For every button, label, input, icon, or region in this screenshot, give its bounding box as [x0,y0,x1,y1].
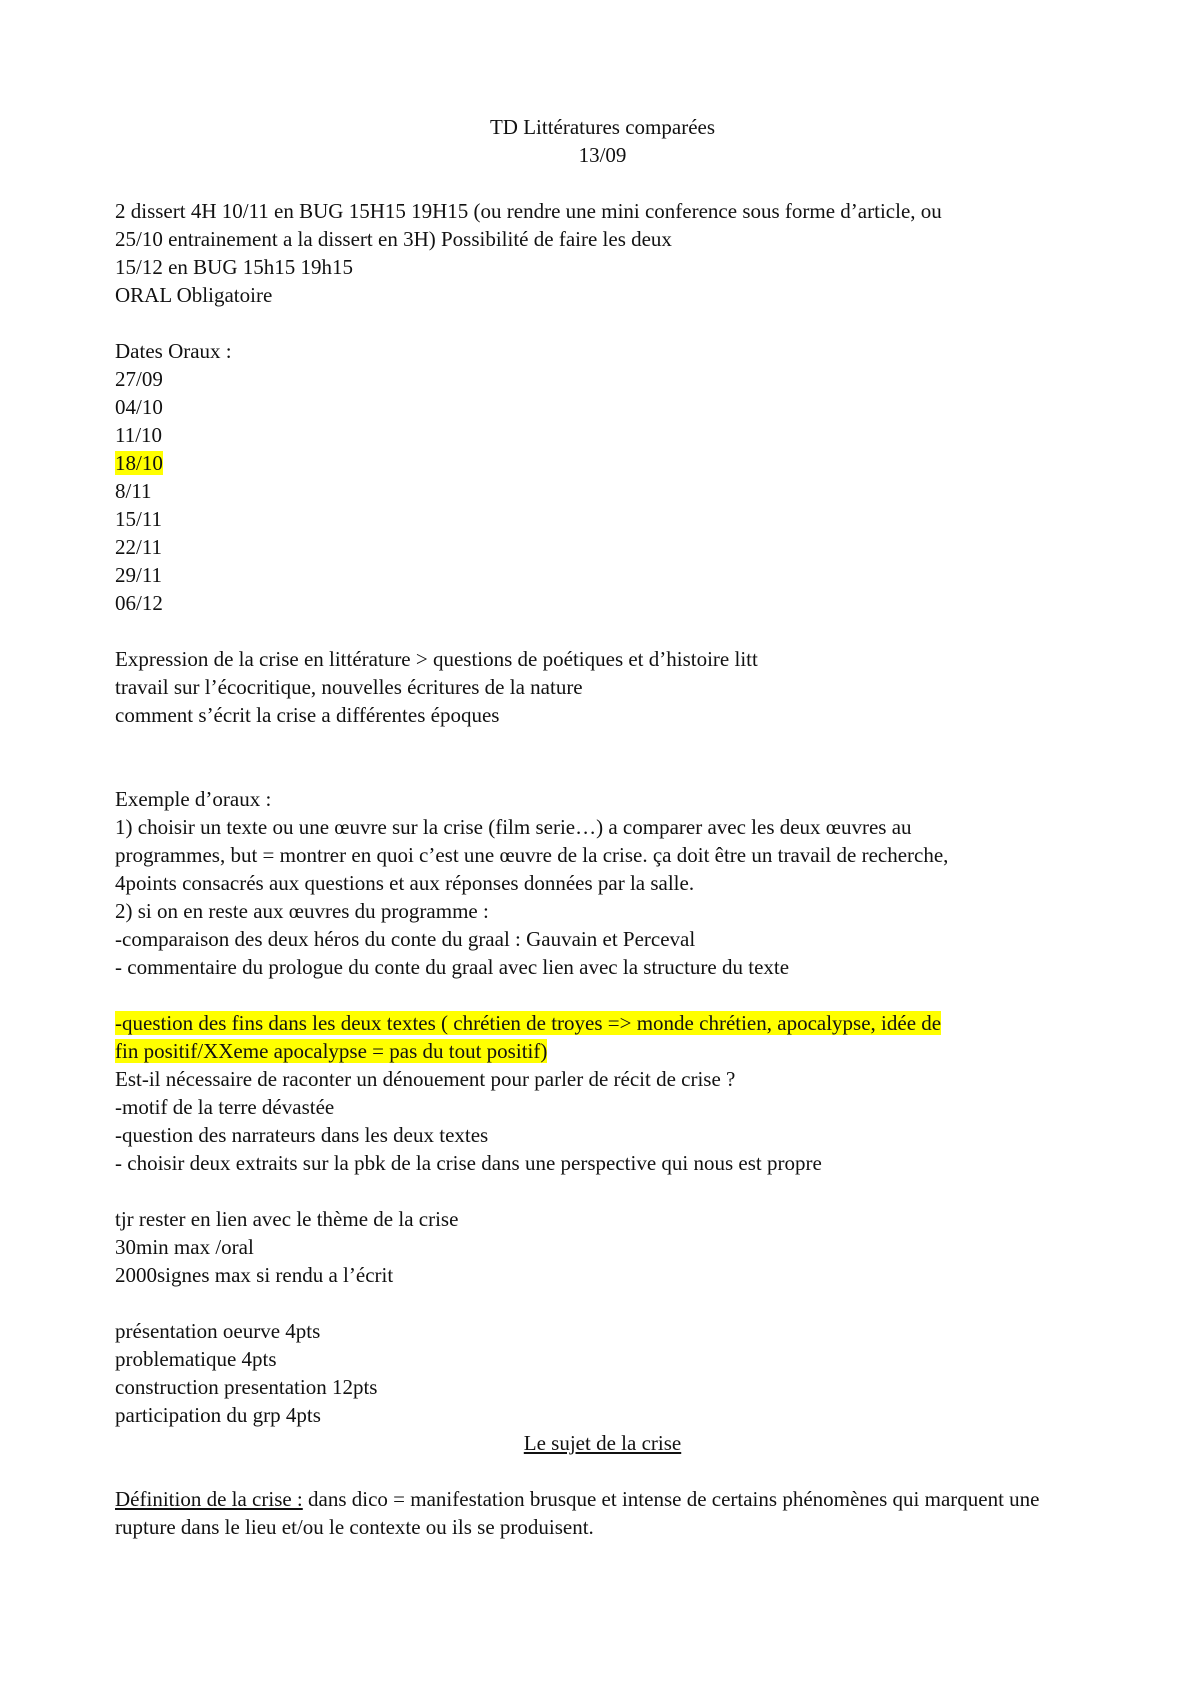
example-line: Est-il nécessaire de raconter un dénouement pour parler de récit de crise ? [115,1067,736,1091]
intro-line: 25/10 entrainement a la dissert en 3H) Possibilité de faire les deux [115,227,672,251]
example-line: -question des narrateurs dans les deux textes [115,1123,489,1147]
date-item: 22/11 [115,535,163,559]
example-line-highlighted [115,1009,1090,1037]
highlight: -question des fins dans les deux textes ( chrétien de troyes => monde chrétien, apocalypse, idée de [115,1011,942,1035]
definition-term: Définition de la crise : [115,1487,303,1511]
intro-line: ORAL Obligatoire [115,283,273,307]
rule-line: 2000signes max si rendu a l’écrit [115,1263,394,1287]
highlight: 18/10 [115,451,163,475]
grading-line: construction presentation 12pts [115,1375,378,1399]
example-line: 4points consacrés aux questions et aux réponses données par la salle. [115,871,695,895]
example-line: -comparaison des deux héros du conte du graal : Gauvain et Perceval [115,927,696,951]
grading-line: problematique 4pts [115,1347,277,1371]
theme-line: travail sur l’écocritique, nouvelles écritures de la nature [115,675,583,699]
example-line: - commentaire du prologue du conte du graal avec lien avec la structure du texte [115,955,790,979]
spacer [115,1457,1090,1485]
example-line: 2) si on en reste aux œuvres du programme : [115,899,489,923]
grading-line: participation du grp 4pts [115,1403,321,1427]
date-item: 8/11 [115,479,152,503]
example-line-highlighted [115,1037,1090,1065]
date-item: 27/09 [115,367,163,391]
date-item: 04/10 [115,395,163,419]
grading-line: présentation oeurve 4pts [115,1319,321,1343]
spacer [115,169,1090,197]
theme-line: comment s’écrit la crise a différentes époques [115,703,500,727]
dates-label: Dates Oraux : [115,339,232,363]
example-line: -motif de la terre dévastée [115,1095,335,1119]
spacer [115,617,1090,645]
document-date: 13/09 [578,143,627,167]
date-item-highlighted [115,449,1090,477]
spacer [115,757,1090,785]
date-item: 06/12 [115,591,163,615]
spacer [115,729,1090,757]
highlight: fin positif/XXeme apocalypse = pas du tout positif) [115,1039,548,1063]
examples-label: Exemple d’oraux : [115,787,272,811]
document-title: TD Littératures comparées [489,115,716,139]
definition-paragraph [115,1485,1090,1541]
spacer [115,981,1090,1009]
example-line: - choisir deux extraits sur la pbk de la crise dans une perspective qui nous est propre [115,1151,822,1175]
intro-line: 2 dissert 4H 10/11 en BUG 15H15 19H15 (ou rendre une mini conference sous forme d’article, ou [115,199,942,223]
section-title-text: Le sujet de la crise [523,1431,682,1455]
rule-line: tjr rester en lien avec le thème de la crise [115,1207,459,1231]
rule-line: 30min max /oral [115,1235,254,1259]
theme-line: Expression de la crise en littérature > questions de poétiques et d’histoire litt [115,647,758,671]
date-item: 11/10 [115,423,163,447]
spacer [115,309,1090,337]
date-item: 29/11 [115,563,163,587]
spacer [115,1177,1090,1205]
section-title [115,1429,1090,1457]
intro-line: 15/12 en BUG 15h15 19h15 [115,255,353,279]
date-item: 15/11 [115,507,163,531]
definition-text: dans dico = manifestation brusque et intense de certains phénomènes qui marquent une rupture dans le lieu et/ou le contexte ou ils se produisent. [115,1487,1040,1539]
example-line: 1) choisir un texte ou une œuvre sur la crise (film serie…) a comparer avec les deux œuvres au [115,815,912,839]
example-line: programmes, but = montrer en quoi c’est une œuvre de la crise. ça doit être un travail de recherche, [115,843,949,867]
spacer [115,1289,1090,1317]
